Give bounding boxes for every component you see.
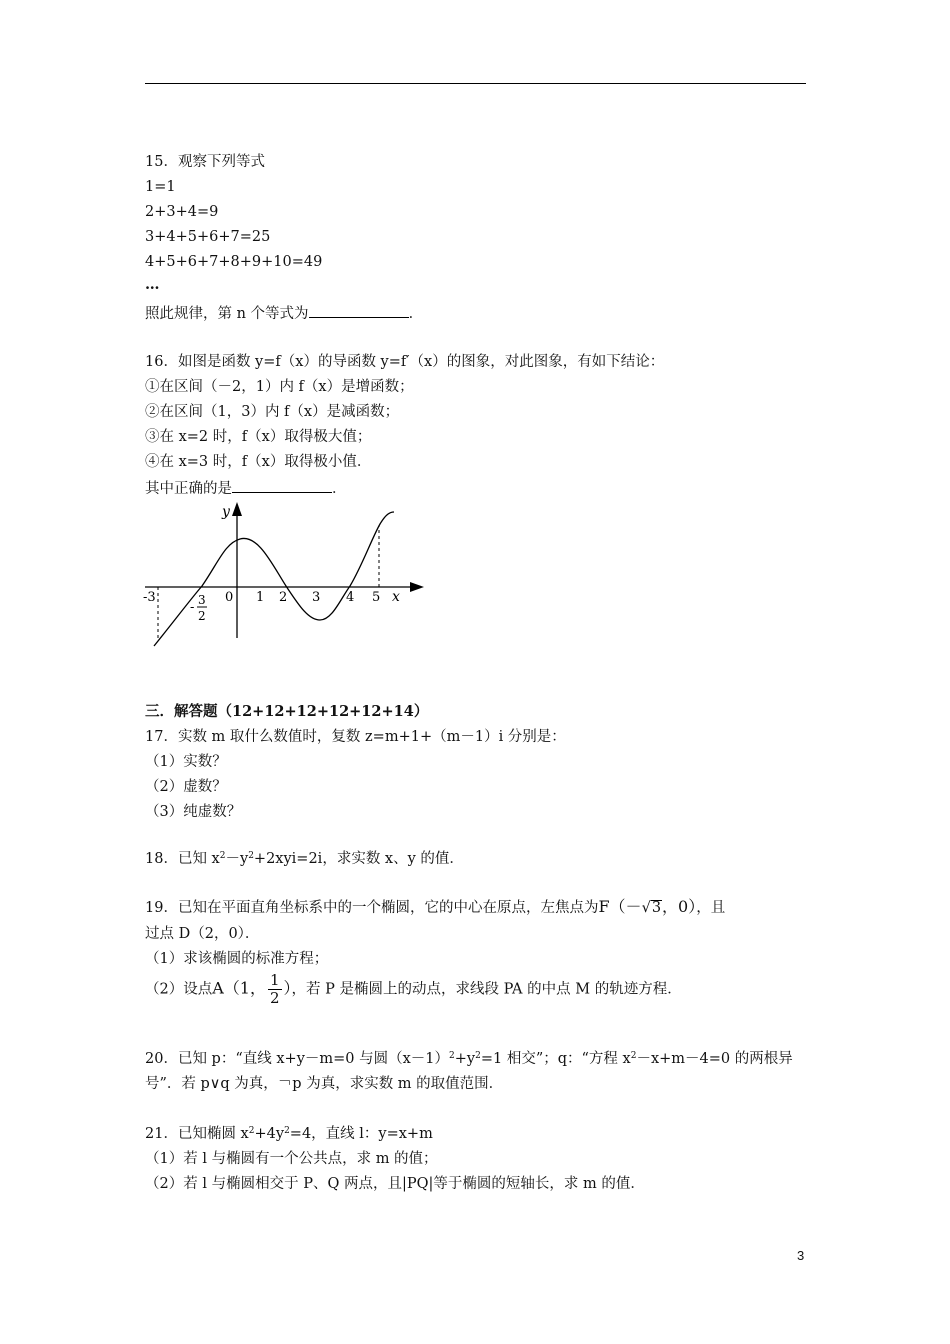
y-axis-label: y <box>222 504 230 520</box>
q19-point-post: ） <box>283 978 292 998</box>
page-number: 3 <box>797 1248 805 1263</box>
q16-answer-blank[interactable] <box>232 478 332 493</box>
q21-line-1 <box>145 1125 433 1143</box>
q20-text-a: 20．已知 p：“直线 x+y－m=0 与圆（x－1） <box>145 1051 450 1067</box>
tick-minus-3: -3 <box>143 590 156 605</box>
section-3-title: 三．解答题（12+12+12+12+12+14） <box>145 703 429 720</box>
q21-sup-1: 2 <box>248 1126 255 1136</box>
q15-title: 15．观察下列等式 <box>145 154 265 170</box>
q19-part-2-a: （2）设点 <box>145 981 213 998</box>
q19-point-pre: A（1， <box>212 978 266 998</box>
q15-prompt-line <box>145 303 423 323</box>
x-axis-label: x <box>392 589 400 605</box>
q19-focus-pre: F（－ <box>598 897 642 916</box>
q21-part-1: （1）若 l 与椭圆有一个公共点，求 m 的值； <box>145 1151 438 1167</box>
q16-statement-1: ①在区间（－2，1）内 f（x）是增函数； <box>145 379 414 395</box>
q20-sup-2: 2 <box>475 1051 481 1061</box>
q19-point-fraction <box>268 972 282 1007</box>
q17-part-2: （2）虚数？ <box>145 779 227 795</box>
q15-eq3: 3+4+5+6+7=25 <box>145 229 271 245</box>
q15-eq4: 4+5+6+7+8+9+10=49 <box>145 254 323 270</box>
q19-point-den: 2 <box>269 989 280 1007</box>
q15-end: ． <box>408 306 424 322</box>
q19-focus-radicand: 3 <box>651 900 662 916</box>
q15-prompt: 照此规律，第 n 个等式为 <box>145 306 309 322</box>
derivative-curve <box>154 512 394 646</box>
q21-part-2: （2）若 l 与椭圆相交于 P、Q 两点，且|PQ|等于椭圆的短轴长，求 m 的值． <box>145 1176 645 1192</box>
q21-text-a: 21．已知椭圆 x <box>145 1126 249 1142</box>
q20-text-d: －x+m－4=0 的两根异 <box>636 1051 793 1067</box>
q19-text-a: 19．已知在平面直角坐标系中的一个椭圆，它的中心在原点，左焦点为 <box>145 900 599 916</box>
q20-line-2: 号”．若 p∨q 为真，￢p 为真，求实数 m 的取值范围． <box>145 1076 504 1092</box>
q19-part-2-b: ，若 P 是椭圆上的动点，求线段 PA 的中点 M 的轨迹方程． <box>291 981 682 998</box>
q20-sup-1: 2 <box>449 1051 455 1061</box>
q21-text-b: +4y <box>254 1126 285 1142</box>
q19-line-2: 过点 D（2，0）． <box>145 926 260 942</box>
q19-focus-post: ，0） <box>662 897 697 916</box>
header-rule <box>145 83 806 84</box>
q20-sup-3: 2 <box>630 1051 637 1061</box>
tick-3: 3 <box>312 590 321 605</box>
q18-line <box>145 850 464 868</box>
q16-statement-4: ④在 x=3 时，f（x）取得极小值． <box>145 454 372 470</box>
x-axis-arrow <box>410 582 424 592</box>
q18-sup-1: 2 <box>219 851 226 861</box>
tick-minus-frac-den: 2 <box>198 609 206 623</box>
q19-part-1: （1）求该椭圆的标准方程； <box>145 951 329 967</box>
origin-label: 0 <box>225 590 234 605</box>
tick-5: 5 <box>372 590 381 605</box>
tick-minus-frac-num: 3 <box>198 593 206 607</box>
q15-answer-blank[interactable] <box>309 303 409 318</box>
q16-prompt-line <box>145 478 347 498</box>
q19-line-1: 19．已知在平面直角坐标系中的一个椭圆，它的中心在原点，左焦点为F（－√3，0），且 <box>145 897 726 916</box>
q16-statement-3: ③在 x=2 时，f（x）取得极大值； <box>145 429 372 445</box>
q17-part-1: （1）实数？ <box>145 754 227 770</box>
tick-4: 4 <box>346 590 355 605</box>
q18-sup-2: 2 <box>248 851 254 861</box>
y-axis-arrow <box>232 502 242 516</box>
tick-minus-frac-sign: - <box>190 600 195 615</box>
q21-text-c: =4，直线 l：y=x+m <box>289 1126 433 1142</box>
q16-title: 16．如图是函数 y=f（x）的导函数 y=f′（x）的图象，对此图象，有如下结论： <box>145 354 665 370</box>
q15-eq2: 2+3+4=9 <box>145 204 219 220</box>
q18-text-a: 18．已知 x <box>145 851 220 867</box>
q19-point-num: 1 <box>269 971 280 989</box>
q17-title: 17．实数 m 取什么数值时，复数 z=m+1+（m－1）i 分别是： <box>145 729 566 745</box>
q20-line-1 <box>145 1050 793 1068</box>
q16-end: ． <box>332 481 347 497</box>
q19-text-b: ，且 <box>696 900 726 916</box>
q17-part-3: （3）纯虚数？ <box>145 804 242 820</box>
q19-part-2 <box>145 972 682 1007</box>
q20-text-c: =1 相交”；q：“方程 x <box>480 1051 631 1067</box>
q20-text-b: +y <box>454 1051 476 1067</box>
q15-eq1: 1=1 <box>145 179 176 195</box>
q18-text-b: －y <box>225 851 249 867</box>
q18-text-c: +2xyi=2i，求实数 x、y 的值． <box>253 851 464 867</box>
tick-1: 1 <box>256 590 265 605</box>
tick-2: 2 <box>279 590 288 605</box>
q16-statement-2: ②在区间（1，3）内 f（x）是减函数； <box>145 404 400 420</box>
q16-prompt: 其中正确的是 <box>145 481 232 497</box>
derivative-graph <box>140 498 430 653</box>
q21-sup-2: 2 <box>284 1126 290 1136</box>
q15-dots: … <box>145 276 160 293</box>
